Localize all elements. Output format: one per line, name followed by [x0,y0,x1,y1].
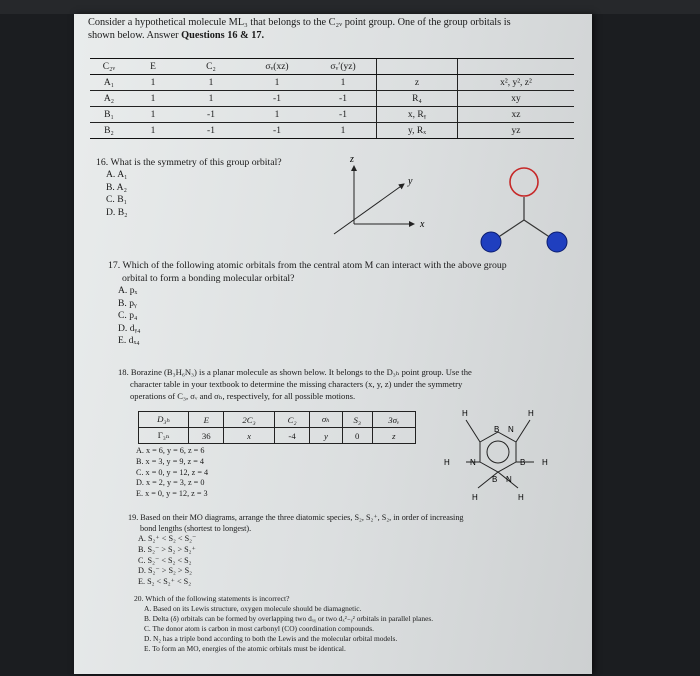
q20-option-b[interactable]: B. Delta (δ) orbitals can be formed by overlapping two dₓᵧ or two dₓ²₋ᵧ² orbitals in parallel planes. [144,614,434,623]
table-row: B₂ 1 -1 -1 1 y, Rₓ yz [90,123,574,139]
b-atom: B [520,458,526,467]
n-atom: N [508,425,514,434]
table-row: A₂ 1 1 -1 -1 R₄ xy [90,91,574,107]
q18-option-a[interactable]: A. x = 6, y = 6, z = 6 [136,446,205,455]
coordinate-axes-diagram [314,154,434,234]
b-atom: B [492,475,498,484]
q18-option-e[interactable]: E. x = 0, y = 12, z = 3 [136,489,208,499]
q20-option-e[interactable]: E. To form an MO, energies of the atomic orbitals must be identical. [144,644,346,653]
question-19-line-2: bond lengths (shortest to longest). [140,524,252,533]
question-17-line-1: 17. Which of the following atomic orbitals from the central atom M can interact with the above group [108,260,507,271]
q20-option-c[interactable]: C. The donor atom is carbon in most carbonyl (CO) coordination compounds. [144,624,374,633]
q18-options [126,446,208,500]
n-atom: N [470,458,476,467]
table-header-row: C₂ᵥ E C₂ σᵥ(xz) σᵥ′(yz) [90,59,574,75]
intro-text [88,16,568,42]
q18-option-b[interactable]: B. x = 3, y = 9, z = 4 [136,456,204,466]
question-20-text: 20. Which of the following statements is incorrect? [134,594,290,603]
q17-option-c[interactable]: C. p₄ [118,310,138,322]
y-axis-label: y [408,176,413,187]
q19-option-b[interactable]: B. S₂⁻ > S₂ > S₂⁺ [138,544,196,554]
q16-option-d[interactable]: D. B₂ [106,206,128,218]
question-19 [128,512,464,588]
h-atom: H [518,493,524,502]
x-axis-label: x [420,219,425,230]
question-16-text: 16. What is the symmetry of this group orbital? [96,157,282,168]
left-orbital-lobe [481,232,501,252]
question-18-line-2: character table in your textbook to determine the missing characters (x, y, z) under the symmetry [130,379,463,389]
q18-option-d[interactable]: D. x = 2, y = 3, z = 0 [136,478,205,488]
question-18-line-3: operations of C₃, σᵥ and σₕ, respectively, for all possible motions. [130,391,356,401]
b-atom: B [494,425,500,434]
group-orbital-drawing [469,162,579,252]
h-atom: H [542,458,548,467]
table-row: B₁ 1 -1 1 -1 x, Rᵧ xz [90,107,574,123]
table-header-row: D₃ₕ E 2C₃ C₂ σₕ S₃ 3σᵥ [139,412,416,428]
q16-option-b[interactable]: B. A₂ [106,181,127,193]
worksheet-page [74,14,592,674]
q17-option-b[interactable]: B. pᵧ [118,297,137,309]
intro-line-2: shown below. Answer Questions 16 & 17. [88,30,265,41]
q17-option-d[interactable]: D. dᵧ₄ [118,322,141,334]
question-17-line-2: orbital to form a bonding molecular orbital? [122,273,295,284]
intro-line-1: Consider a hypothetical molecule ML₃ that belongs to the C₂ᵥ point group. One of the group orbitals is [88,17,511,28]
screen-bezel [0,0,700,14]
question-16 [96,156,282,219]
q18-option-c[interactable]: C. x = 0, y = 12, z = 4 [136,467,209,477]
q16-option-c[interactable]: C. B₁ [106,194,127,206]
q19-option-c[interactable]: C. S₂⁻ < S₂ < S₂ [138,555,192,565]
q19-option-d[interactable]: D. S₂⁻ > S₂ > S₂ [138,566,192,576]
question-18 [118,366,472,402]
q16-option-a[interactable]: A. A₁ [106,169,128,180]
q17-option-a[interactable]: A. pₓ [118,285,138,296]
q17-option-e[interactable]: E. dₓ₄ [118,335,140,347]
c2v-character-table [90,58,574,139]
top-orbital-lobe [510,168,538,196]
question-19-line-1: 19. Based on their MO diagrams, arrange the three diatomic species, S₂, S₂⁺, S₂, in order of increasing [128,513,464,522]
table-row: Γ₃ₙ 36 x -4 y 0 z [139,428,416,444]
y-axis [334,184,404,234]
q20-option-a[interactable]: A. Based on its Lewis structure, oxygen molecule should be diamagnetic. [144,604,362,613]
right-orbital-lobe [547,232,567,252]
z-axis-label: z [350,154,354,165]
question-18-line-1: 18. Borazine (B₃H₆N₃) is a planar molecule as shown below. It belongs to the D₃ₕ point group. Use the [118,367,472,377]
intro-bold-ref: Questions 16 & 17. [181,30,265,41]
borazine-structure [438,402,558,502]
h-atom: H [528,409,534,418]
h-atom: H [462,409,468,418]
d3h-character-table [138,411,416,444]
q19-option-e[interactable]: E. S₂ < S₂⁺ < S₂ [138,577,192,587]
q20-option-d[interactable]: D. N₂ has a triple bond according to both the Lewis and the molecular orbital models. [144,634,398,643]
q19-option-a[interactable]: A. S₂⁺ < S₂ < S₂⁻ [138,534,197,543]
h-atom: H [444,458,450,467]
question-17 [108,259,507,348]
question-20 [134,594,433,654]
table-row: A₁ 1 1 1 1 z x², y², z² [90,75,574,91]
h-atom: H [472,493,478,502]
n-atom: N [506,475,512,484]
